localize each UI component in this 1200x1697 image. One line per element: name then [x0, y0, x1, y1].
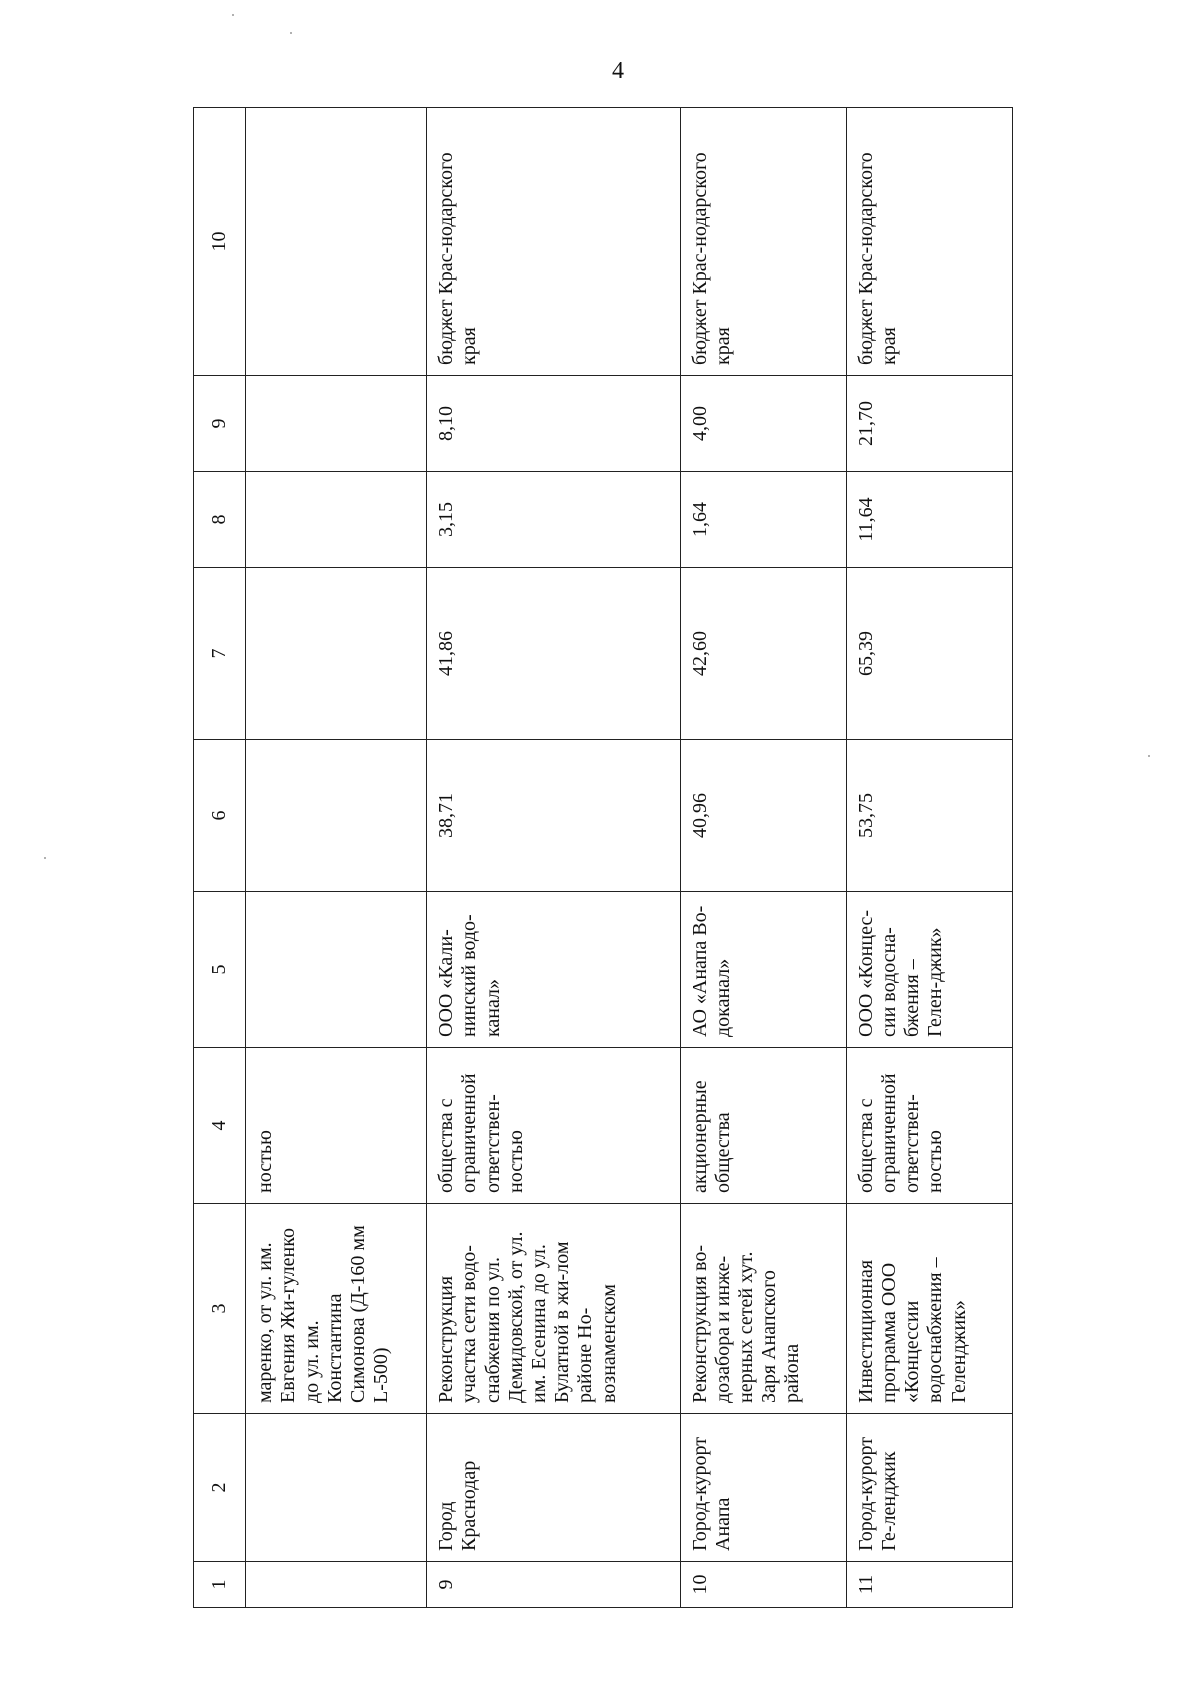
row-number: 11 — [846, 1562, 1012, 1608]
value-cell-6: 38,71 — [427, 740, 680, 892]
header-cell: 8 — [194, 472, 246, 568]
value-cell-8: 3,15 — [427, 472, 680, 568]
header-cell: 9 — [194, 376, 246, 472]
project-cell: Реконструкция участка сети водо-снабжения по ул. Демидовской, от ул. им. Есенина до ул. Булатной в жи-лом районе Но-вознаменском — [427, 1204, 680, 1414]
header-cell: 2 — [194, 1414, 246, 1562]
header-row — [194, 108, 246, 1608]
value-cell-8: 1,64 — [680, 472, 846, 568]
company-cell: АО «Анапа Во-доканал» — [680, 892, 846, 1048]
scan-speck — [1148, 755, 1150, 757]
municipality-cell: Город-курорт Ге-ленджик — [846, 1414, 1012, 1562]
scan-speck — [290, 32, 292, 34]
rotated-table-wrapper — [193, 108, 1013, 1608]
org-form-cell: ностью — [246, 1048, 427, 1204]
page-number: 4 — [612, 58, 624, 84]
row-number — [246, 1562, 427, 1608]
header-cell: 5 — [194, 892, 246, 1048]
org-form-cell: общества с ограниченной ответствен-ностью — [846, 1048, 1012, 1204]
value-cell-9 — [246, 376, 427, 472]
table-row — [680, 108, 846, 1608]
value-cell-7 — [246, 568, 427, 740]
municipality-cell: Город Краснодар — [427, 1414, 680, 1562]
scan-speck — [44, 857, 46, 859]
funding-source-cell: бюджет Крас-нодарского края — [427, 108, 680, 376]
municipality-cell: Город-курорт Анапа — [680, 1414, 846, 1562]
value-cell-6: 40,96 — [680, 740, 846, 892]
header-cell: 4 — [194, 1048, 246, 1204]
header-cell: 10 — [194, 108, 246, 376]
row-number: 10 — [680, 1562, 846, 1608]
company-cell — [246, 892, 427, 1048]
project-cell: Инвестиционная программа ООО «Концессии водоснабжения – Геленджик» — [846, 1204, 1012, 1414]
value-cell-9: 8,10 — [427, 376, 680, 472]
table-row — [246, 108, 427, 1608]
org-form-cell: акционерные общества — [680, 1048, 846, 1204]
value-cell-6 — [246, 740, 427, 892]
company-cell: ООО «Кали-нинский водо-канал» — [427, 892, 680, 1048]
project-cell: Реконструкция во-дозабора и инже-нерных сетей хут. Заря Анапского района — [680, 1204, 846, 1414]
org-form-cell: общества с ограниченной ответствен-ностью — [427, 1048, 680, 1204]
header-cell: 1 — [194, 1562, 246, 1608]
company-cell: ООО «Концес-сии водосна-бжения – Гелен-джик» — [846, 892, 1012, 1048]
value-cell-7: 41,86 — [427, 568, 680, 740]
value-cell-8 — [246, 472, 427, 568]
municipality-cell — [246, 1414, 427, 1562]
funding-source-cell: бюджет Крас-нодарского края — [846, 108, 1012, 376]
data-table — [193, 107, 1013, 1608]
header-cell: 7 — [194, 568, 246, 740]
table-row — [427, 108, 680, 1608]
value-cell-9: 4,00 — [680, 376, 846, 472]
table-row — [846, 108, 1012, 1608]
scan-speck — [232, 14, 234, 16]
value-cell-8: 11,64 — [846, 472, 1012, 568]
row-number: 9 — [427, 1562, 680, 1608]
header-cell: 6 — [194, 740, 246, 892]
value-cell-9: 21,70 — [846, 376, 1012, 472]
project-cell: маренко, от ул. им. Евгения Жи-гуленко до ул. им. Константина Симонова (Д-160 мм L-500) — [246, 1204, 427, 1414]
funding-source-cell — [246, 108, 427, 376]
value-cell-6: 53,75 — [846, 740, 1012, 892]
value-cell-7: 65,39 — [846, 568, 1012, 740]
value-cell-7: 42,60 — [680, 568, 846, 740]
funding-source-cell: бюджет Крас-нодарского края — [680, 108, 846, 376]
header-cell: 3 — [194, 1204, 246, 1414]
